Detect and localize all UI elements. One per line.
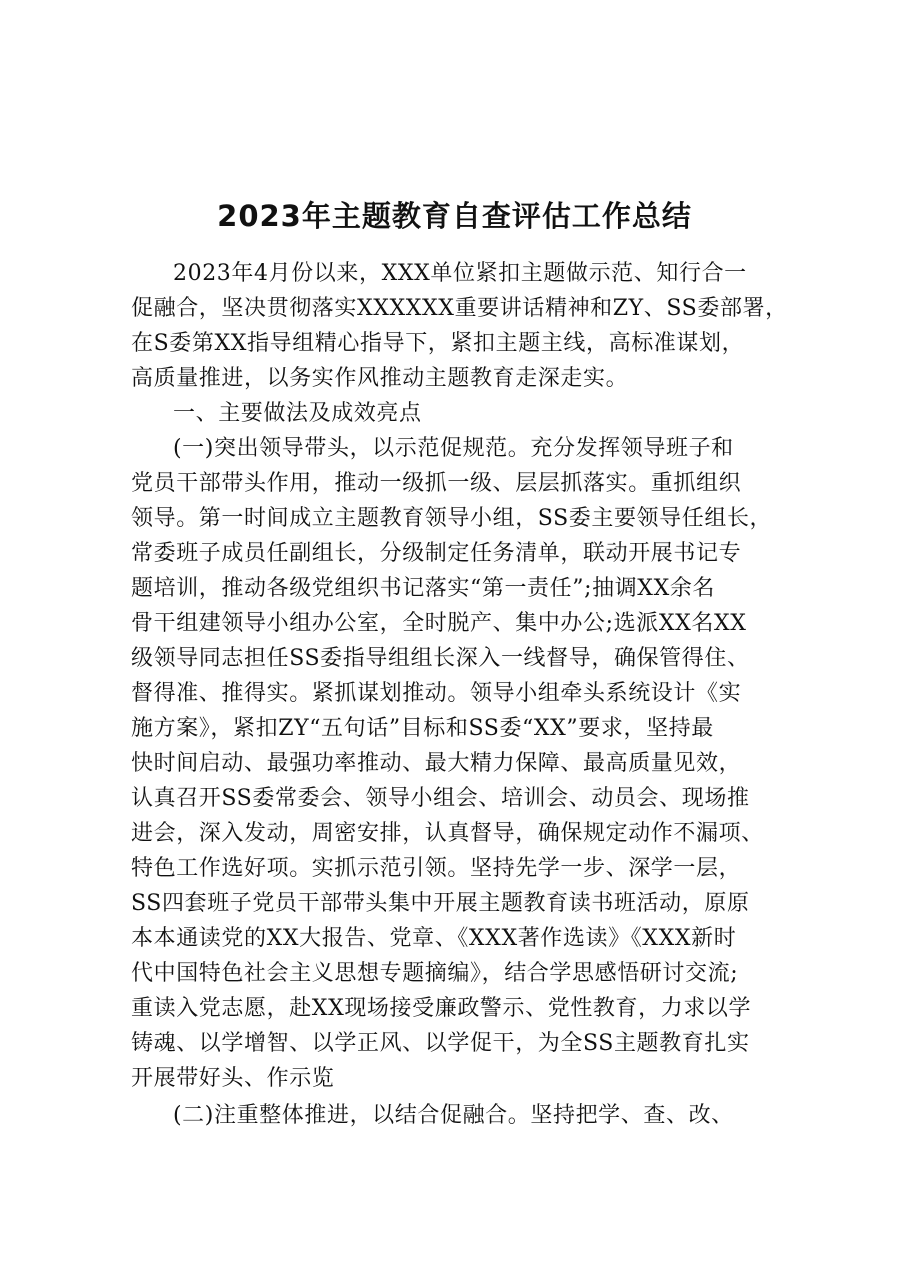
paragraph-line: 本本通读党的XX大报告、党章、《XXX著作选读》《XXX新时 <box>131 926 737 951</box>
document-title: 2023年主题教育自查评估工作总结 <box>217 199 692 233</box>
paragraph-line: (一)突出领导带头，以示范促规范。充分发挥领导班子和 <box>173 436 734 461</box>
paragraph-line: 督得准、推得实。紧抓谋划推动。领导小组牵头系统设计《实 <box>131 681 742 706</box>
paragraph-line: 促融合，坚决贯彻落实XXXXXX重要讲话精神和ZY、SS委部署， <box>131 296 788 321</box>
paragraph-line: 开展带好头、作示览 <box>131 1066 335 1091</box>
paragraph-line: 党员干部带头作用，推动一级抓一级、层层抓落实。重抓组织 <box>131 471 742 496</box>
paragraph-line: 级领导同志担任SS委指导组组长深入一线督导，确保管得住、 <box>131 646 750 671</box>
paragraph-line: SS四套班子党员干部带头集中开展主题教育读书班活动，原原 <box>131 891 750 916</box>
paragraph-line: 铸魂、以学增智、以学正风、以学促干，为全SS主题教育扎实 <box>131 1031 750 1056</box>
document-body <box>131 256 801 1133</box>
paragraph-line: 2023年4月份以来，XXX单位紧扣主题做示范、知行合一 <box>173 261 747 286</box>
paragraph-line: (二)注重整体推进，以结合促融合。坚持把学、查、改、 <box>173 1103 734 1128</box>
paragraph-line: 施方案》，紧扣ZY“五句话”目标和SS委“XX”要求，坚持最 <box>131 716 714 741</box>
paragraph-line: 常委班子成员任副组长，分级制定任务清单，联动开展书记专 <box>131 541 742 566</box>
section-heading: 一、主要做法及成效亮点 <box>173 401 422 426</box>
paragraph-line: 进会，深入发动，周密安排，认真督导，确保规定动作不漏项、 <box>131 821 764 846</box>
paragraph-line: 题培训，推动各级党组织书记落实“第一责任”;抽调XX余名 <box>131 576 716 601</box>
paragraph-line: 骨干组建领导小组办公室，全时脱产、集中办公;选派XX名XX <box>131 611 747 636</box>
paragraph-line: 在S委第XX指导组精心指导下，紧扣主题主线，高标准谋划， <box>131 331 745 356</box>
paragraph-line: 高质量推进，以务实作风推动主题教育走深走实。 <box>131 366 629 391</box>
paragraph-line: 特色工作选好项。实抓示范引领。坚持先学一步、深学一层， <box>131 856 742 881</box>
paragraph-line: 领导。第一时间成立主题教育领导小组，SS委主要领导任组长， <box>131 506 773 531</box>
paragraph-line: 快时间启动、最强功率推动、最大精力保障、最高质量见效， <box>131 751 742 776</box>
paragraph-line: 重读入党志愿，赴XX现场接受廉政警示、党性教育，力求以学 <box>131 996 752 1021</box>
paragraph-line: 认真召开SS委常委会、领导小组会、培训会、动员会、现场推 <box>131 786 750 811</box>
paragraph-line: 代中国特色社会主义思想专题摘编》，结合学思感悟研讨交流; <box>131 961 739 986</box>
